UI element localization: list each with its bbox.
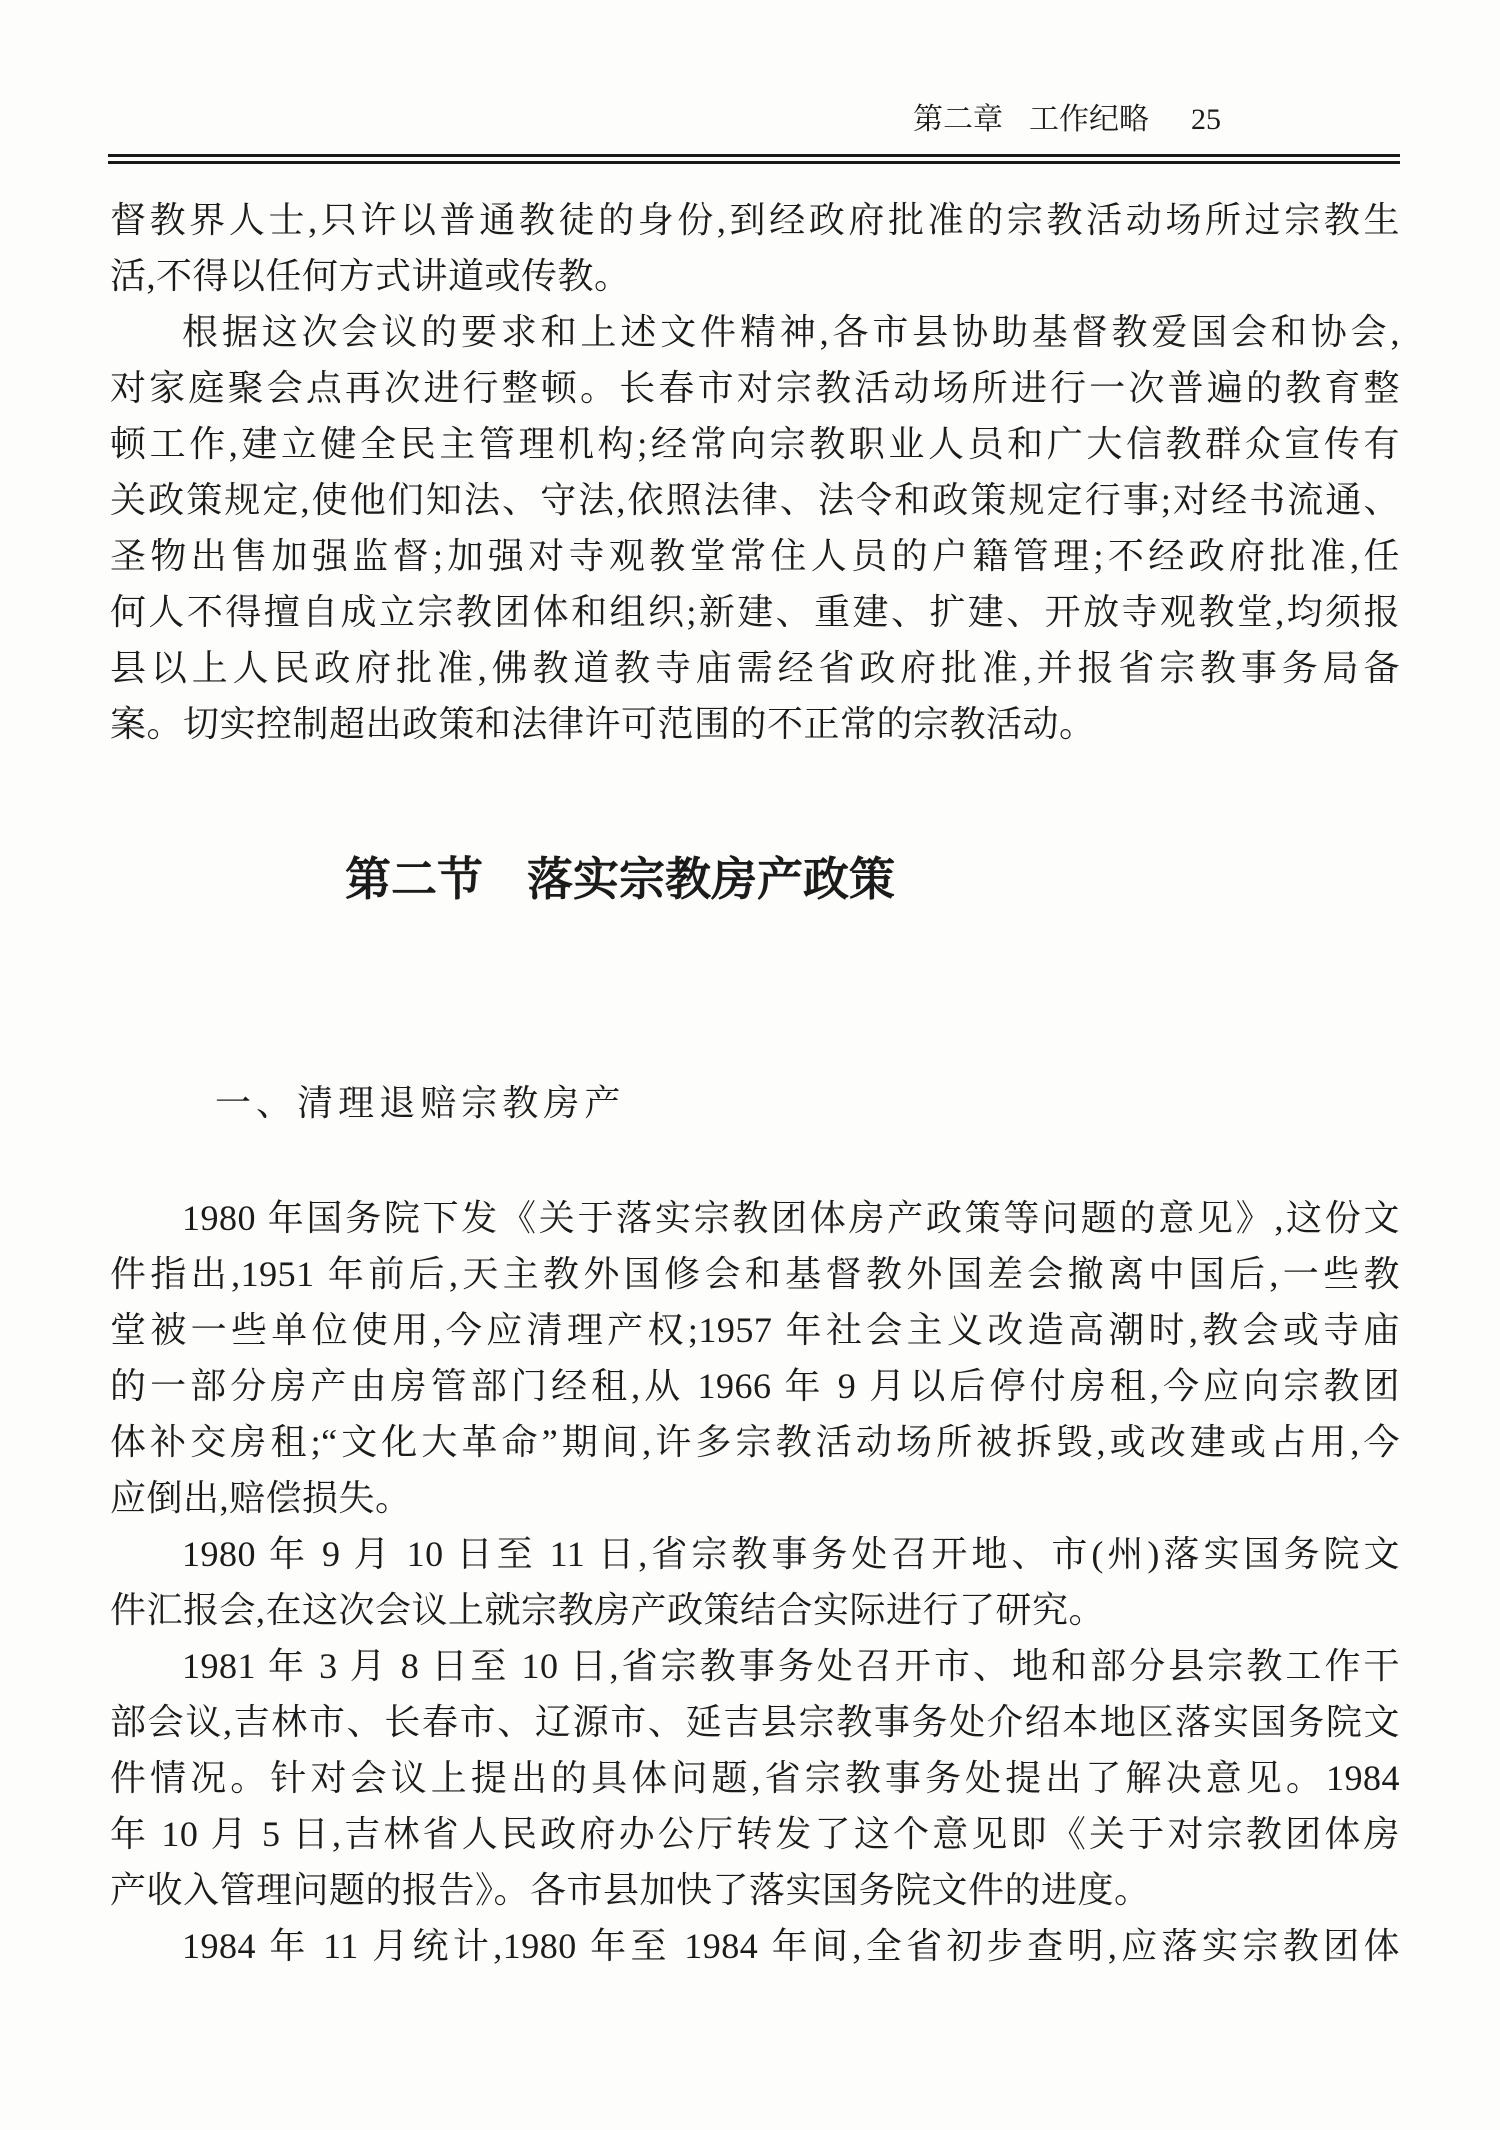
text-line: 件指出,1951 年前后,天主教外国修会和基督教外国差会撤离中国后,一些教 xyxy=(110,1254,1400,1294)
text-line: 1981 年 3 月 8 日至 10 日,省宗教事务处召开市、地和部分县宗教工作干 xyxy=(182,1646,1400,1686)
text-line: 顿工作,建立健全民主管理机构;经常向宗教职业人员和广大信教群众宣传有 xyxy=(110,424,1400,464)
text-line: 对家庭聚会点再次进行整顿。长春市对宗教活动场所进行一次普遍的教育整 xyxy=(110,368,1400,408)
text-line: 件情况。针对会议上提出的具体问题,省宗教事务处提出了解决意见。1984 xyxy=(110,1758,1400,1798)
text-line: 体补交房租;“文化大革命”期间,许多宗教活动场所被拆毁,或改建或占用,今 xyxy=(110,1422,1400,1462)
running-head-chapter-title: 工作纪略 xyxy=(1029,103,1149,136)
running-head-chapter-label: 第二章 xyxy=(913,103,1003,136)
subsection-title: 一、清理退赔宗教房产 xyxy=(215,1083,626,1123)
text-line: 1980 年国务院下发《关于落实宗教团体房产政策等问题的意见》,这份文 xyxy=(182,1198,1400,1238)
text-line: 部会议,吉林市、长春市、辽源市、延吉县宗教事务处介绍本地区落实国务院文 xyxy=(110,1702,1400,1742)
section-title: 落实宗教房产政策 xyxy=(527,854,895,905)
subsection-heading xyxy=(215,1078,625,1128)
running-head xyxy=(913,100,1221,140)
text-line: 应倒出,赔偿损失。 xyxy=(110,1478,412,1518)
text-line: 的一部分房产由房管部门经租,从 1966 年 9 月以后停付房租,今应向宗教团 xyxy=(110,1366,1400,1406)
page-number: 25 xyxy=(1191,103,1221,136)
body-text-block-2 xyxy=(110,1190,1400,1974)
text-line: 何人不得擅自成立宗教团体和组织;新建、重建、扩建、开放寺观教堂,均须报 xyxy=(110,592,1400,632)
text-line: 关政策规定,使他们知法、守法,依照法律、法令和政策规定行事;对经书流通、 xyxy=(110,480,1400,520)
text-line: 督教界人士,只许以普通教徒的身份,到经政府批准的宗教活动场所过宗教生 xyxy=(110,200,1400,240)
section-heading xyxy=(110,850,1400,910)
text-line: 件汇报会,在这次会议上就宗教房产政策结合实际进行了研究。 xyxy=(110,1590,1106,1630)
text-line: 1980 年 9 月 10 日至 11 日,省宗教事务处召开地、市(州)落实国务院文 xyxy=(182,1534,1400,1574)
body-text-block-1 xyxy=(110,192,1400,752)
text-line: 堂被一些单位使用,今应清理产权;1957 年社会主义改造高潮时,教会或寺庙 xyxy=(110,1310,1400,1350)
section-number: 第二节 xyxy=(345,854,483,905)
text-line: 圣物出售加强监督;加强对寺观教堂常住人员的户籍管理;不经政府批准,任 xyxy=(110,536,1400,576)
text-line: 根据这次会议的要求和上述文件精神,各市县协助基督教爱国会和协会, xyxy=(182,312,1400,352)
text-line: 县以上人民政府批准,佛教道教寺庙需经省政府批准,并报省宗教事务局备 xyxy=(110,648,1400,688)
text-line: 活,不得以任何方式讲道或传教。 xyxy=(110,256,631,296)
text-line: 产收入管理问题的报告》。各市县加快了落实国务院文件的进度。 xyxy=(110,1870,1151,1910)
text-line: 年 10 月 5 日,吉林省人民政府办公厅转发了这个意见即《关于对宗教团体房 xyxy=(110,1814,1400,1854)
text-line: 案。切实控制超出政策和法律许可范围的不正常的宗教活动。 xyxy=(110,704,1096,744)
text-line: 1984 年 11 月统计,1980 年至 1984 年间,全省初步查明,应落实宗教团体 xyxy=(182,1926,1400,1966)
header-double-rule xyxy=(108,154,1400,164)
